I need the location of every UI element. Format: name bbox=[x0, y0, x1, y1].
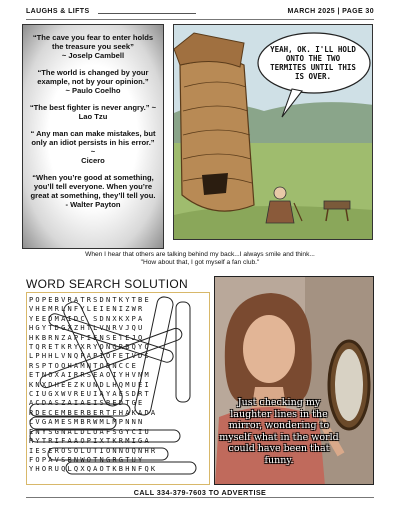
quote-author: ~ Paulo Coelho bbox=[65, 86, 121, 95]
quote-author: - Walter Payton bbox=[65, 200, 121, 209]
photo-caption: Just checking my laughter lines in the mirror, wondering to myself what in the world could have been that funny. bbox=[219, 397, 339, 466]
header-rule bbox=[98, 13, 196, 14]
quotes-panel bbox=[22, 24, 164, 249]
caption-line-2: "How about that, I got myself a fan club." bbox=[140, 259, 260, 266]
quote-author: ~ Joselp Cambell bbox=[61, 51, 125, 60]
word-search-row: YEEDMAIDC SDNXKXPA bbox=[29, 314, 145, 323]
word-search-row: HKBRNZAPFIENSETEJQ bbox=[29, 333, 145, 342]
quote-5 bbox=[29, 173, 157, 209]
word-search-title: WORD SEARCH SOLUTION bbox=[26, 277, 189, 291]
speech-bubble-text: YEAH, OK. I'LL HOLD ONTO THE TWO TERMITES UNTIL THIS IS OVER. bbox=[270, 45, 356, 81]
word-search-row: CIUGXWVREUIAYAESDRT bbox=[29, 390, 151, 399]
section-title: LAUGHS & LIFTS bbox=[26, 8, 90, 15]
word-search-row: ACDASZAIAEISBEDTGE bbox=[29, 399, 145, 408]
quote-text: “The world is changed by your example, not by your opinion.” bbox=[37, 68, 149, 86]
word-search-row: ENYSGNALDLUAFSGYCIU bbox=[29, 427, 151, 436]
quote-text: “When you’re good at something, you’ll tell everyone. When you’re great at something, they’ll tell you. bbox=[30, 173, 156, 200]
footer-rule bbox=[26, 497, 374, 498]
word-search-row: VHEMRLNFYLEIENIZWR bbox=[29, 305, 145, 314]
word-search-row: HGYTDGXZHTLVNRVJQU bbox=[29, 324, 145, 333]
quote-1 bbox=[29, 33, 157, 60]
caption-line-1: When I hear that others are talking behind my back...I always smile and think... bbox=[85, 251, 315, 258]
advertise-footer: CALL 334-379-7603 TO ADVERTISE bbox=[133, 488, 267, 497]
quote-text: “The best fighter is never angry.” ~ Lao Tzu bbox=[29, 103, 157, 121]
word-search-row: FOPAVSBNWOTNGRGTUY bbox=[29, 455, 145, 464]
word-search-row: RSPTOOHAMNTODNCCE bbox=[29, 361, 139, 370]
page-header bbox=[26, 6, 374, 20]
word-search-row: ETNOXAIRRSEAOIYHVNM bbox=[29, 371, 151, 380]
quote-3 bbox=[29, 103, 157, 121]
quote-text: “The cave you fear to enter holds the treasure you seek” bbox=[32, 33, 154, 51]
word-search-row: KNXDHEEZKUNDLHQMUEI bbox=[29, 380, 151, 389]
word-search-row: CVGAMESMBRWMLMPNNN bbox=[29, 418, 145, 427]
issue-info: MARCH 2025 | PAGE 30 bbox=[287, 8, 374, 15]
quote-author: Cicero bbox=[81, 156, 105, 165]
word-search-row: LPHHLVNQPAPIOFETVDS bbox=[29, 352, 151, 361]
quote-2 bbox=[29, 68, 157, 95]
word-search-row: IESEROSOLUTIONNOQNHR bbox=[29, 446, 158, 455]
header-underline bbox=[26, 19, 374, 20]
word-search-row: RDECEMBERBERTFHAKADA bbox=[29, 408, 158, 417]
mirror-photo bbox=[214, 276, 374, 485]
word-search-row: POPEBVRATRSDNTKYTBE bbox=[29, 296, 151, 304]
joke-caption bbox=[40, 251, 360, 267]
word-search-row: TQRETKRYXRYONGRBQYQ bbox=[29, 343, 151, 352]
quote-text: “ Any man can make mistakes, but only an idiot persists in his error.” ~ bbox=[30, 129, 156, 156]
quote-4 bbox=[29, 129, 157, 165]
ark-cartoon bbox=[173, 24, 373, 240]
word-search-row: RYTRIFAAOPIXTKRMIGA bbox=[29, 437, 151, 446]
word-search-row: YHORUQLQXQAOTKBHNFQK bbox=[29, 465, 158, 474]
word-search-grid bbox=[26, 292, 210, 485]
